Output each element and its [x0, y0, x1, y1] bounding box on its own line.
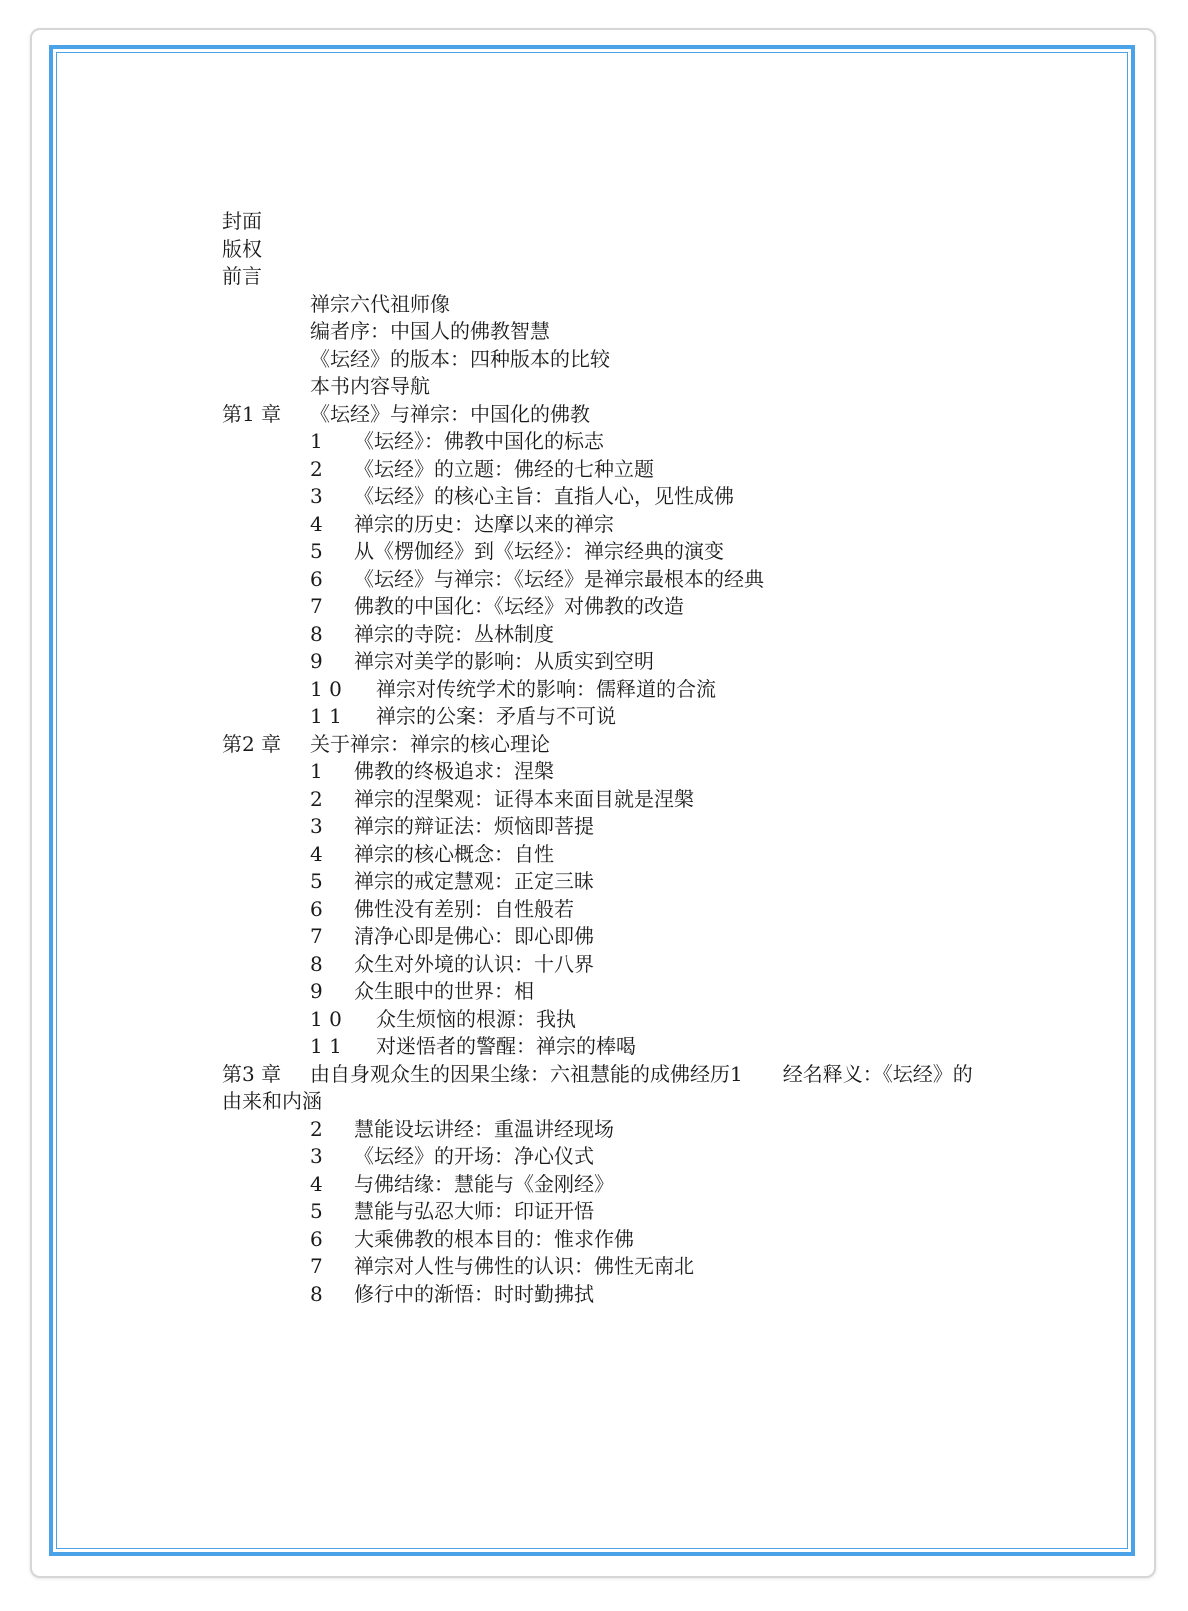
toc-item-cover[interactable]: 封面	[222, 209, 262, 233]
section-title: 《坛经》：佛教中国化的标志	[354, 429, 604, 453]
section-number: 7	[310, 594, 323, 618]
toc-section[interactable]	[222, 566, 992, 594]
section-title: 《坛经》的开场：净心仪式	[354, 1144, 594, 1168]
section-number: 2	[310, 456, 323, 481]
section-number: 3	[310, 1144, 323, 1168]
section-title: 《坛经》的立题：佛经的七种立题	[354, 456, 654, 481]
toc-section[interactable]	[222, 538, 992, 566]
section-number: 6	[310, 1226, 323, 1251]
toc-section[interactable]	[222, 621, 992, 649]
toc-section[interactable]	[222, 483, 992, 511]
section-number: 9	[310, 979, 323, 1003]
section-title: 禅宗的辩证法：烦恼即菩提	[354, 814, 594, 838]
toc-section[interactable]	[222, 1171, 992, 1199]
section-number: 1 0	[310, 676, 342, 701]
section-number: 1	[310, 759, 323, 783]
chapter-title: 由自身观众生的因果尘缘：六祖慧能的成佛经历1 经名释义：《坛经》的由来和内涵	[222, 1061, 973, 1113]
section-number: 3	[310, 484, 323, 508]
table-of-contents	[222, 208, 992, 1308]
section-title: 禅宗对美学的影响：从质实到空明	[354, 649, 654, 673]
section-title: 禅宗对人性与佛性的认识：佛性无南北	[354, 1254, 694, 1278]
section-title: 禅宗对传统学术的影响：儒释道的合流	[376, 676, 716, 701]
toc-section[interactable]	[222, 1116, 992, 1144]
section-title: 众生烦恼的根源：我执	[376, 1006, 576, 1031]
toc-section[interactable]	[222, 978, 992, 1006]
toc-section[interactable]	[222, 511, 992, 539]
toc-section[interactable]	[222, 428, 992, 456]
toc-item-versions[interactable]: 《坛经》的版本：四种版本的比较	[310, 346, 610, 371]
section-title: 佛教的终极追求：涅槃	[354, 759, 554, 783]
chapter-3-heading[interactable]	[222, 1061, 992, 1116]
section-title: 禅宗的历史：达摩以来的禅宗	[354, 511, 614, 536]
section-title: 大乘佛教的根本目的：惟求作佛	[354, 1226, 634, 1251]
toc-section[interactable]	[222, 1281, 992, 1309]
toc-section[interactable]	[222, 1143, 992, 1171]
section-number: 1 0	[310, 1006, 342, 1031]
section-title: 禅宗的核心概念：自性	[354, 841, 554, 866]
toc-section[interactable]	[222, 1033, 992, 1061]
section-title: 对迷悟者的警醒：禅宗的棒喝	[376, 1034, 636, 1058]
section-number: 5	[310, 869, 323, 893]
toc-section[interactable]	[222, 896, 992, 924]
toc-item-navigation[interactable]: 本书内容导航	[310, 374, 430, 398]
section-number: 8	[310, 951, 323, 976]
section-number: 1	[310, 429, 323, 453]
section-number: 4	[310, 511, 323, 536]
section-title: 众生眼中的世界：相	[354, 979, 534, 1003]
section-title: 佛教的中国化：《坛经》对佛教的改造	[354, 594, 684, 618]
chapter-title: 关于禅宗：禅宗的核心理论	[310, 731, 550, 756]
section-number: 4	[310, 841, 323, 866]
toc-section[interactable]	[222, 1226, 992, 1254]
toc-section[interactable]	[222, 648, 992, 676]
section-number: 6	[310, 896, 323, 921]
toc-section[interactable]	[222, 1006, 992, 1034]
chapter-label: 第2 章	[222, 731, 282, 756]
toc-section[interactable]	[222, 1198, 992, 1226]
section-number: 3	[310, 814, 323, 838]
toc-item-editor-preface[interactable]: 编者序：中国人的佛教智慧	[310, 319, 550, 343]
toc-section[interactable]	[222, 703, 992, 731]
chapter-title: 《坛经》与禅宗：中国化的佛教	[310, 401, 590, 426]
toc-section[interactable]	[222, 456, 992, 484]
toc-section[interactable]	[222, 758, 992, 786]
section-title: 与佛结缘：慧能与《金刚经》	[354, 1171, 614, 1196]
section-number: 8	[310, 621, 323, 646]
section-title: 禅宗的公案：矛盾与不可说	[376, 704, 616, 728]
toc-section[interactable]	[222, 676, 992, 704]
toc-section[interactable]	[222, 813, 992, 841]
toc-item-portraits[interactable]: 禅宗六代祖师像	[310, 291, 450, 316]
section-title: 慧能设坛讲经：重温讲经现场	[354, 1116, 614, 1141]
toc-section[interactable]	[222, 593, 992, 621]
section-number: 5	[310, 1199, 323, 1223]
section-number: 2	[310, 1116, 323, 1141]
chapter-label: 第3 章	[222, 1061, 282, 1086]
toc-section[interactable]	[222, 841, 992, 869]
section-number: 2	[310, 786, 323, 811]
section-number: 9	[310, 649, 323, 673]
section-number: 7	[310, 924, 323, 948]
toc-section[interactable]	[222, 923, 992, 951]
section-title: 慧能与弘忍大师：印证开悟	[354, 1199, 594, 1223]
toc-section[interactable]	[222, 951, 992, 979]
toc-item-copyright[interactable]: 版权	[222, 236, 262, 261]
section-title: 《坛经》与禅宗：《坛经》是禅宗最根本的经典	[354, 566, 764, 591]
section-number: 5	[310, 539, 323, 563]
section-title: 《坛经》的核心主旨：直指人心，见性成佛	[354, 484, 734, 508]
section-title: 清净心即是佛心：即心即佛	[354, 924, 594, 948]
section-number: 6	[310, 566, 323, 591]
toc-section[interactable]	[222, 786, 992, 814]
section-number: 1 1	[310, 704, 342, 728]
section-title: 从《楞伽经》到《坛经》：禅宗经典的演变	[354, 539, 724, 563]
section-title: 佛性没有差别：自性般若	[354, 896, 574, 921]
section-title: 众生对外境的认识：十八界	[354, 951, 594, 976]
chapter-1-heading[interactable]	[222, 401, 992, 429]
chapter-label: 第1 章	[222, 401, 282, 426]
toc-section[interactable]	[222, 1253, 992, 1281]
section-number: 7	[310, 1254, 323, 1278]
section-title: 禅宗的寺院：丛林制度	[354, 621, 554, 646]
section-number: 1 1	[310, 1034, 342, 1058]
section-number: 8	[310, 1281, 323, 1306]
section-title: 禅宗的涅槃观：证得本来面目就是涅槃	[354, 786, 694, 811]
chapter-2-heading[interactable]	[222, 731, 992, 759]
section-title: 修行中的渐悟：时时勤拂拭	[354, 1281, 594, 1306]
toc-item-preface[interactable]: 前言	[222, 264, 262, 288]
toc-section[interactable]	[222, 868, 992, 896]
section-number: 4	[310, 1171, 323, 1196]
section-title: 禅宗的戒定慧观：正定三昧	[354, 869, 594, 893]
